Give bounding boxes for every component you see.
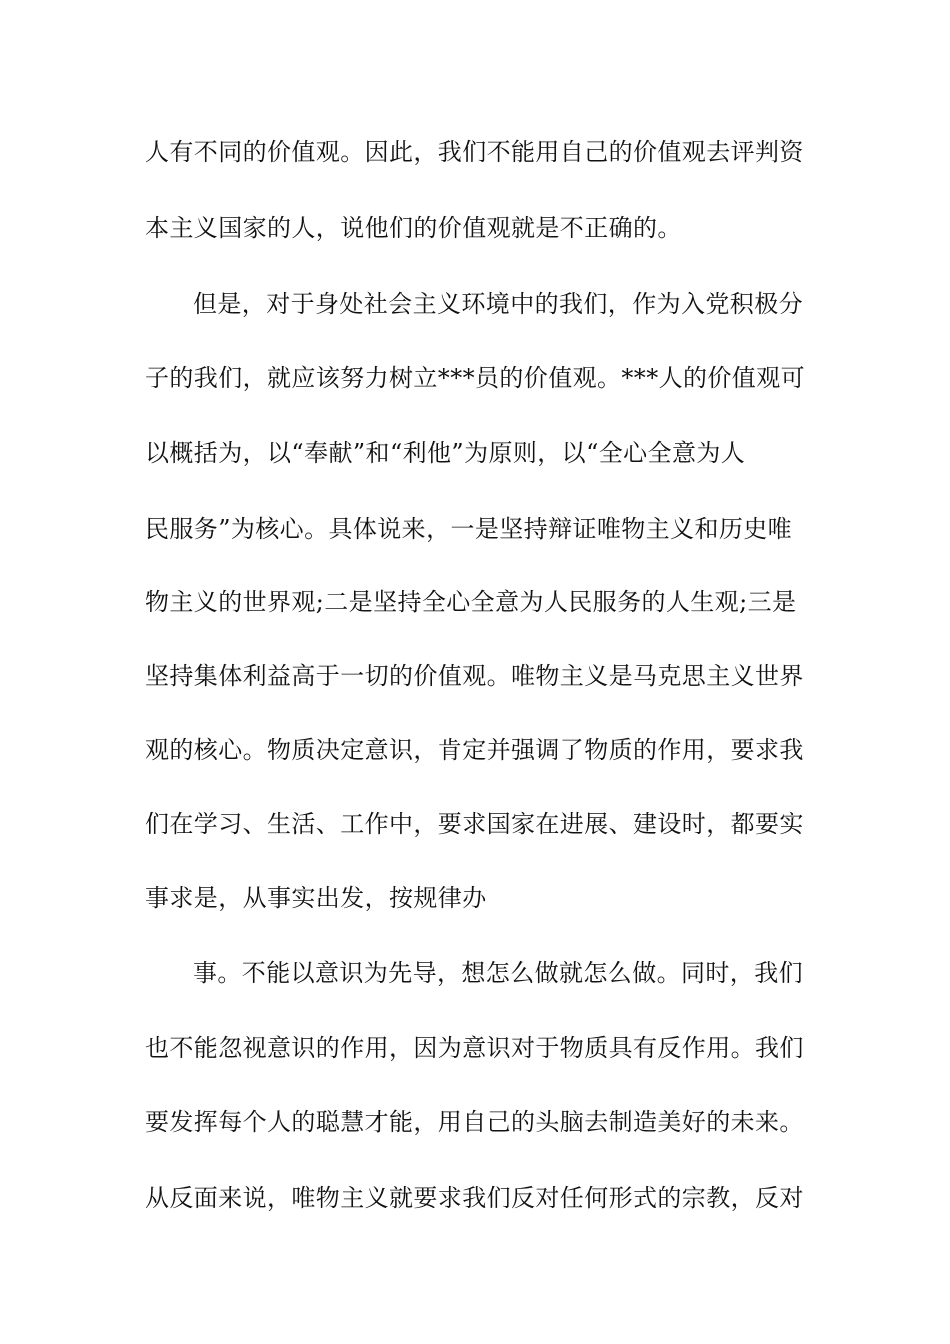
- text-line-3: 但是，对于身处社会主义环境中的我们，作为入党积极分: [193, 290, 803, 318]
- text-line-15: 从反面来说，唯物主义就要求我们反对任何形式的宗教，反对: [145, 1184, 804, 1212]
- text-line-1: 人有不同的价值观。因此，我们不能用自己的价值观去评判资: [145, 138, 804, 166]
- text-line-7: 物主义的世界观;二是坚持全心全意为人民服务的人生观;三是: [145, 588, 797, 616]
- text-line-13: 也不能忽视意识的作用，因为意识对于物质具有反作用。我们: [145, 1034, 804, 1062]
- text-line-14: 要发挥每个人的聪慧才能，用自己的头脑去制造美好的未来。: [145, 1108, 804, 1136]
- text-line-9: 观的核心。物质决定意识，肯定并强调了物质的作用，要求我: [145, 736, 804, 764]
- text-line-4: 子的我们，就应该努力树立***员的价值观。***人的价值观可: [145, 364, 805, 392]
- text-line-2: 本主义国家的人，说他们的价值观就是不正确的。: [145, 214, 682, 242]
- text-line-8: 坚持集体利益高于一切的价值观。唯物主义是马克思主义世界: [145, 662, 804, 690]
- text-line-11: 事求是，从事实出发，按规律办: [145, 884, 487, 912]
- text-line-6: 民服务”为核心。具体说来，一是坚持辩证唯物主义和历史唯: [145, 515, 793, 543]
- text-line-5: 以概括为，以“奉献”和“利他”为原则，以“全心全意为人: [145, 439, 746, 467]
- text-line-12: 事。不能以意识为先导，想怎么做就怎么做。同时，我们: [193, 959, 803, 987]
- text-line-10: 们在学习、生活、工作中，要求国家在进展、建设时，都要实: [145, 810, 804, 838]
